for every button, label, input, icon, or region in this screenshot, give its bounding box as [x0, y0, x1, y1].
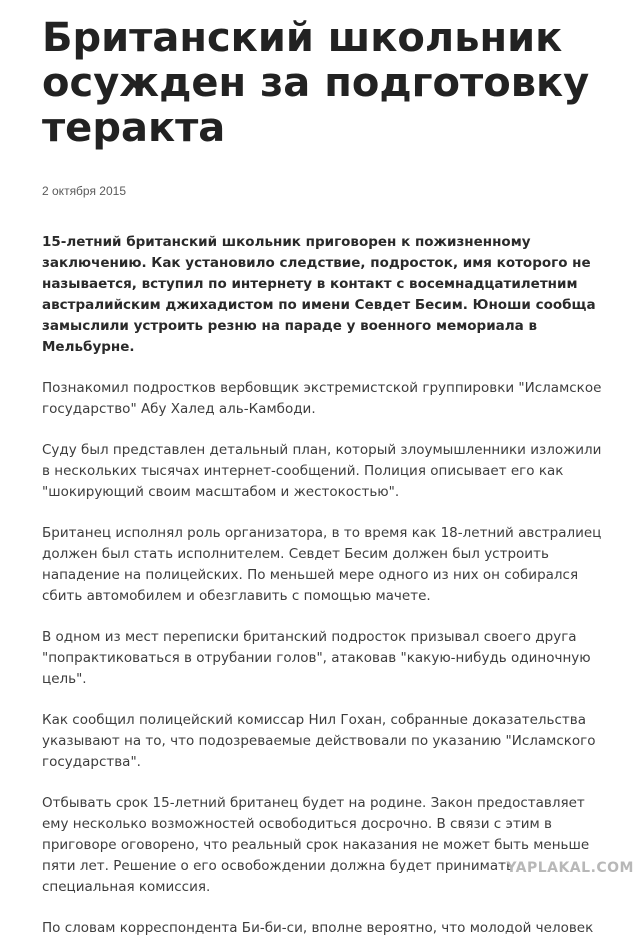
article-paragraph: Познакомил подростков вербовщик экстремистской группировки "Исламское государство" Абу Халед аль-Камбоди.: [42, 380, 602, 417]
article-paragraph: В одном из мест переписки британский подросток призывал своего друга "попрактиковаться в отрубании голов", атаковав "какую-нибудь одиночную цель".: [42, 629, 591, 687]
article-paragraph: По словам корреспондента Би-би-си, вполне вероятно, что молодой человек: [42, 920, 594, 936]
article-date: 2 октября 2015: [42, 184, 126, 198]
site-watermark: YAPLAKAL.COM: [506, 860, 634, 876]
article: [42, 0, 602, 939]
article-paragraph: Британец исполнял роль организатора, в то время как 18-летний австралиец должен был стать исполнителем. Севдет Бесим должен был устроить нападение на полицейских. По меньшей мере одного из них он собирался сбить автомобилем и обезглавить с помощью мачете.: [42, 525, 602, 604]
article-paragraph: Отбывать срок 15-летний британец будет на родине. Закон предоставляет ему несколько возможностей освободиться досрочно. В связи с этим в приговоре оговорено, что реальный срок наказания не может быть меньше пяти лет. Решение о его освобождении должна будет принимать специальная комиссия.: [42, 795, 590, 895]
article-title: Британский школьник осужден за подготовку теракта: [42, 15, 590, 151]
article-paragraph: Как сообщил полицейский комиссар Нил Гохан, собранные доказательства указывают на то, что подозреваемые действовали по указанию "Исламского государства".: [42, 712, 596, 770]
article-lead: 15-летний британский школьник приговорен к пожизненному заключению. Как установило следствие, подросток, имя которого не называется, вступил по интернету в контакт с восемнадцатилетним австралийским джихадистом по имени Севдет Бесим. Юноши сообща замыслили устроить резню на параде у военного мемориала в Мельбурне.: [42, 234, 596, 355]
article-paragraph: Суду был представлен детальный план, который злоумышленники изложили в нескольких тысячах интернет-сообщений. Полиция описывает его как "шокирующий своим масштабом и жестокостью".: [42, 442, 602, 500]
article-body: [42, 378, 602, 939]
